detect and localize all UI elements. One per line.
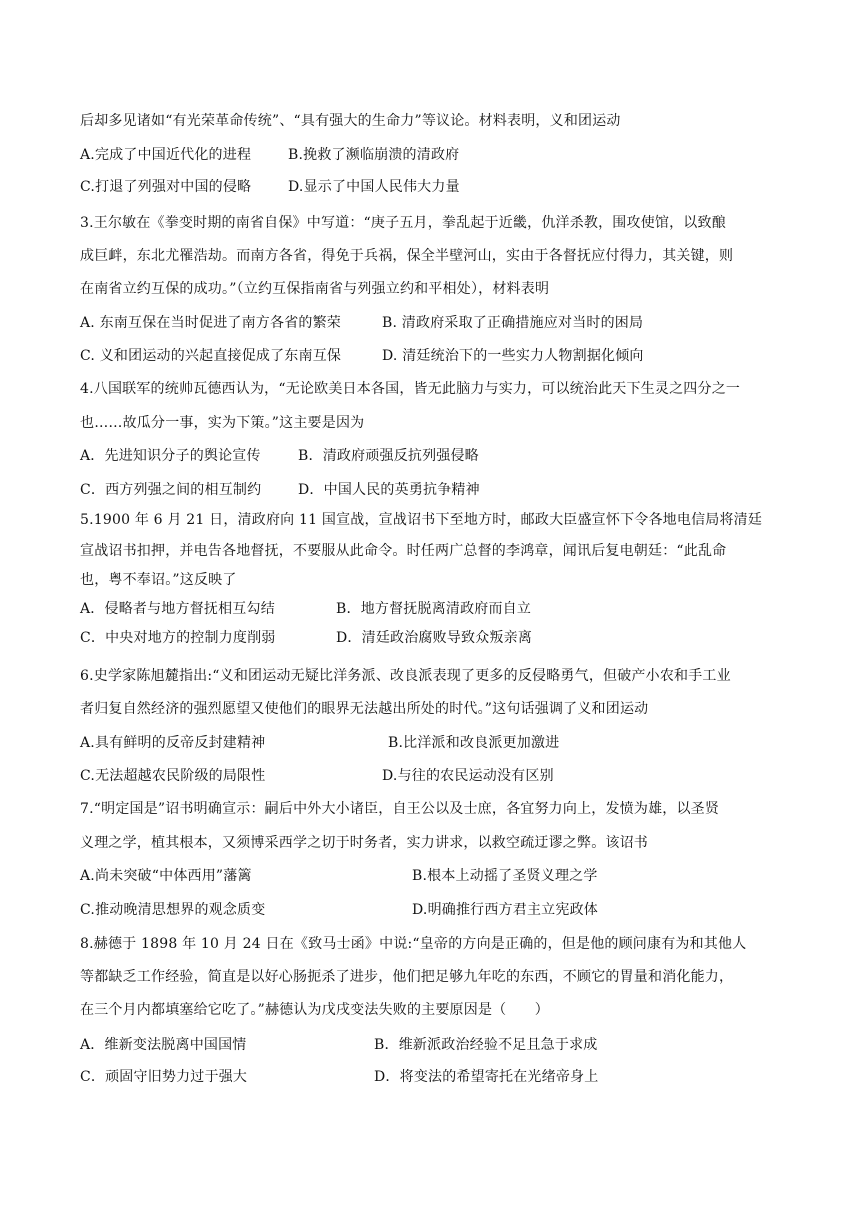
option-c: C.打退了列强对中国的侵略 xyxy=(80,179,252,195)
question-3-stem-line-2: 成巨衅，东北尤罹浩劫。而南方各省，得免于兵祸，保全半壁河山，实由于各督抚应付得力，其关键，则 xyxy=(80,248,734,264)
question-3-option-b: B. 清政府采取了正确措施应对当时的困局 xyxy=(382,315,644,331)
question-5-stem-line-2: 宣战诏书扣押，并电告各地督抚，不要服从此命令。时任两广总督的李鸿章，闻讯后复电朝廷：“此乱命 xyxy=(80,543,727,559)
question-8-stem-line-2: 等都缺乏工作经验，简直是以好心肠扼杀了进步，他们把足够九年吃的东西，不顾它的胃量和消化能力， xyxy=(80,969,734,985)
question-3-stem-line-3: 在南省立约互保的成功。”（立约互保指南省与列强立约和平相处），材料表明 xyxy=(80,281,550,297)
question-4-option-b: B．清政府顽强反抗列强侵略 xyxy=(298,448,479,464)
question-7-option-a: A.尚未突破“中体西用”藩篱 xyxy=(80,868,252,884)
question-8-option-c: C．顽固守旧势力过于强大 xyxy=(80,1069,248,1085)
option-a: A.完成了中国近代化的进程 xyxy=(80,147,252,163)
question-5-stem-line-1: 5.1900 年 6 月 21 日，清政府向 11 国宣战，宣战诏书下至地方时，邮政大臣盛宣怀下令各地电信局将清廷 xyxy=(80,512,763,528)
question-3-stem-line-1: 3.王尔敏在《拳变时期的南省自保》中写道：“庚子五月，拳乱起于近畿，仇洋杀教，围攻使馆，以致酿 xyxy=(80,215,726,231)
question-8-option-d: D．将变法的希望寄托在光绪帝身上 xyxy=(374,1069,599,1085)
question-8-option-a: A．维新变法脱离中国国情 xyxy=(80,1037,247,1053)
question-7-option-b: B.根本上动摇了圣贤义理之学 xyxy=(412,868,598,884)
question-4-option-d: D．中国人民的英勇抗争精神 xyxy=(298,482,480,498)
question-5-stem-line-3: 也，粤不奉诏。”这反映了 xyxy=(80,572,237,588)
question-5-option-c: C．中央对地方的控制力度削弱 xyxy=(80,630,276,646)
question-8-stem-line-1: 8.赫德于 1898 年 10 月 24 日在《致马士函》中说:“皇帝的方向是正确的，但是他的顾问康有为和其他人 xyxy=(80,936,747,952)
question-6-option-b: B.比洋派和改良派更加激进 xyxy=(388,735,560,751)
question-6-stem-line-2: 者归复自然经济的强烈愿望又使他们的眼界无法越出所处的时代。”这句话强调了义和团运动 xyxy=(80,701,649,717)
question-5-option-b: B．地方督抚脱离清政府而自立 xyxy=(336,601,532,617)
question-5-option-d: D．清廷政治腐败导致众叛亲离 xyxy=(336,630,533,646)
question-7-stem-line-2: 义理之学，植其根本，又须博采西学之切于时务者，实力讲求，以救空疏迂谬之弊。该诏书 xyxy=(80,835,648,851)
question-7-option-c: C.推动晚清思想界的观念质变 xyxy=(80,902,266,918)
question-3-option-c: C. 义和团运动的兴起直接促成了东南互保 xyxy=(80,348,342,364)
question-6-stem-line-1: 6.史学家陈旭麓指出:“义和团运动无疑比洋务派、改良派表现了更多的反侵略勇气，但破产小农和手工业 xyxy=(80,668,731,684)
option-d: D.显示了中国人民伟大力量 xyxy=(288,179,460,195)
question-6-option-d: D.与往的农民运动没有区别 xyxy=(382,768,554,784)
question-7-stem-line-1: 7.“明定国是”诏书明确宣示：嗣后中外大小诸臣，自王公以及士庶，各宜努力向上，发愤为雄，以圣贤 xyxy=(80,801,720,817)
question-3-option-a: A. 东南互保在当时促进了南方各省的繁荣 xyxy=(80,315,342,331)
question-8-stem-line-3: 在三个月内都填塞给它吃了。”赫德认为戊戌变法失败的主要原因是（ ） xyxy=(80,1002,549,1018)
question-6-option-c: C.无法超越农民阶级的局限性 xyxy=(80,768,266,784)
question-4-stem-line-1: 4.八国联军的统帅瓦德西认为，“无论欧美日本各国，皆无此脑力与实力，可以统治此天下生灵之四分之一 xyxy=(80,381,741,397)
question-4-option-c: C．西方列强之间的相互制约 xyxy=(80,482,262,498)
question-3-option-d: D. 清廷统治下的一些实力人物割据化倾向 xyxy=(382,348,644,364)
question-6-option-a: A.具有鲜明的反帝反封建精神 xyxy=(80,735,266,751)
question-7-option-d: D.明确推行西方君主立宪政体 xyxy=(412,902,598,918)
question-8-option-b: B．维新派政治经验不足且急于求成 xyxy=(374,1037,598,1053)
question-5-option-a: A．侵略者与地方督抚相互勾结 xyxy=(80,601,275,617)
option-b: B.挽救了濒临崩溃的清政府 xyxy=(288,147,460,163)
question-stem-line: 后却多见诸如“有光荣革命传统”、“具有强大的生命力”等议论。材料表明，义和团运动 xyxy=(80,113,621,129)
question-4-stem-line-2: 也……故瓜分一事，实为下策。”这主要是因为 xyxy=(80,415,365,431)
question-4-option-a: A．先进知识分子的舆论宣传 xyxy=(80,448,261,464)
